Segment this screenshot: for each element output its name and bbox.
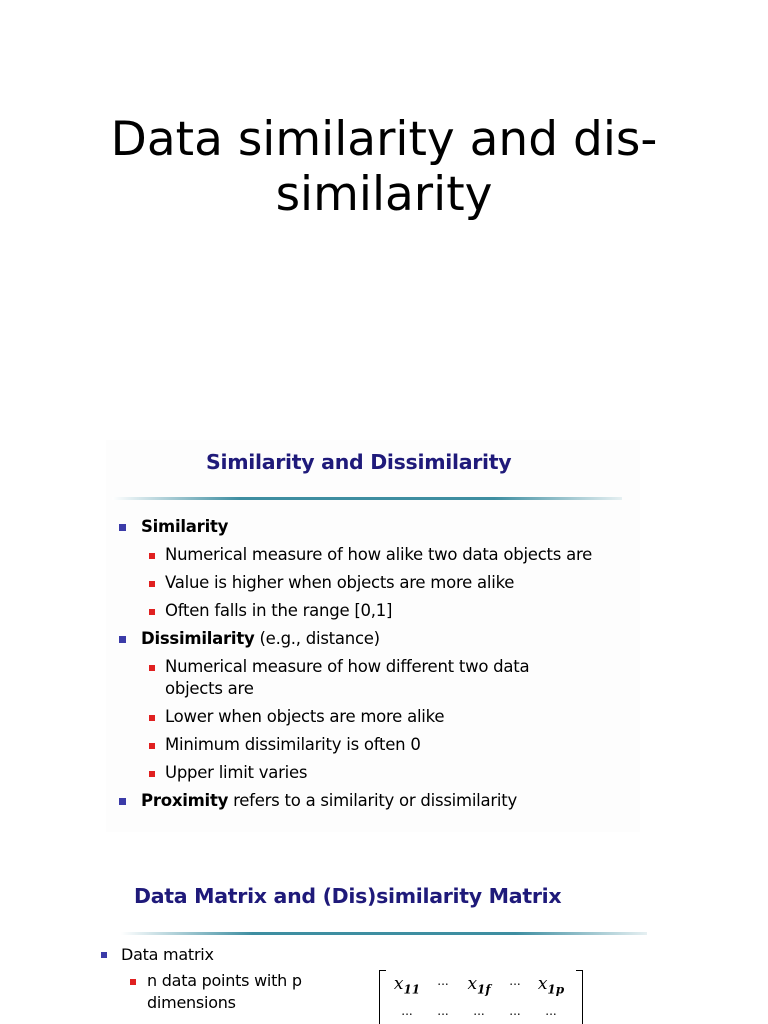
sub-item-text: Lower when objects are more alike bbox=[165, 707, 445, 726]
sub-list-item bbox=[106, 656, 585, 700]
square-bullet-icon bbox=[119, 636, 126, 643]
term-label: Similarity bbox=[141, 517, 229, 536]
list-item-data-matrix bbox=[97, 944, 377, 966]
matrix-ellipsis: ... bbox=[437, 1004, 449, 1018]
slide-heading: Similarity and Dissimilarity bbox=[206, 450, 512, 474]
sub-list-item bbox=[106, 572, 640, 594]
sub-item-text: Numerical measure of how different two data objects are bbox=[165, 657, 530, 698]
heading-divider bbox=[121, 932, 647, 935]
square-bullet-icon bbox=[149, 609, 155, 615]
square-bullet-icon bbox=[130, 979, 136, 985]
sub-list-item bbox=[106, 762, 640, 784]
matrix-ellipsis: ... bbox=[509, 974, 521, 988]
list-item-dissimilarity bbox=[106, 628, 640, 650]
sub-item-text: Value is higher when objects are more alike bbox=[165, 573, 515, 592]
matrix-ellipsis: ... bbox=[545, 1004, 557, 1018]
list-item-similarity bbox=[106, 516, 640, 538]
bullet-list bbox=[106, 510, 640, 812]
square-bullet-icon bbox=[149, 715, 155, 721]
slide-similarity-dissimilarity bbox=[106, 440, 640, 832]
square-bullet-icon bbox=[101, 952, 107, 958]
data-matrix-formula bbox=[379, 970, 583, 1024]
sub-item-text: Upper limit varies bbox=[165, 763, 308, 782]
term-description: (e.g., distance) bbox=[254, 629, 380, 648]
sub-item-text: Minimum dissimilarity is often 0 bbox=[165, 735, 421, 754]
matrix-ellipsis: ... bbox=[509, 1004, 521, 1018]
sub-list-item bbox=[106, 706, 640, 728]
sub-item-text: n data points with p dimensions bbox=[147, 971, 302, 1012]
list-item-proximity bbox=[106, 790, 640, 812]
slide-data-matrix bbox=[97, 862, 657, 1024]
sub-list-item bbox=[106, 544, 640, 566]
slide-heading: Data Matrix and (Dis)similarity Matrix bbox=[134, 884, 562, 908]
matrix-ellipsis: ... bbox=[437, 974, 449, 988]
sub-list-item bbox=[106, 734, 640, 756]
sub-item-text: Numerical measure of how alike two data objects are bbox=[165, 545, 593, 564]
square-bullet-icon bbox=[149, 581, 155, 587]
term-label: Proximity bbox=[141, 791, 229, 810]
left-bracket bbox=[379, 970, 386, 1024]
bullet-list bbox=[97, 944, 377, 1014]
heading-divider bbox=[112, 497, 622, 500]
matrix-ellipsis: ... bbox=[473, 1004, 485, 1018]
document-title: Data similarity and dis-similarity bbox=[110, 112, 658, 222]
matrix-row-2 bbox=[387, 1004, 575, 1018]
right-bracket bbox=[576, 970, 583, 1024]
sub-list-item bbox=[97, 970, 327, 1014]
matrix-cell: $x_{1f}$ bbox=[467, 974, 491, 997]
item-text: Data matrix bbox=[121, 945, 214, 964]
matrix-cell: $x_{1p}$ bbox=[537, 974, 565, 997]
square-bullet-icon bbox=[149, 665, 155, 671]
square-bullet-icon bbox=[149, 553, 155, 559]
square-bullet-icon bbox=[149, 771, 155, 777]
square-bullet-icon bbox=[119, 798, 126, 805]
sub-list-item bbox=[106, 600, 640, 622]
matrix-ellipsis: ... bbox=[401, 1004, 413, 1018]
sub-item-text: Often falls in the range [0,1] bbox=[165, 601, 393, 620]
matrix-cell: $x_{11}$ bbox=[393, 974, 421, 997]
term-description: refers to a similarity or dissimilarity bbox=[228, 791, 517, 810]
square-bullet-icon bbox=[119, 524, 126, 531]
term-label: Dissimilarity bbox=[141, 629, 255, 648]
square-bullet-icon bbox=[149, 743, 155, 749]
matrix-row-1 bbox=[387, 974, 575, 996]
